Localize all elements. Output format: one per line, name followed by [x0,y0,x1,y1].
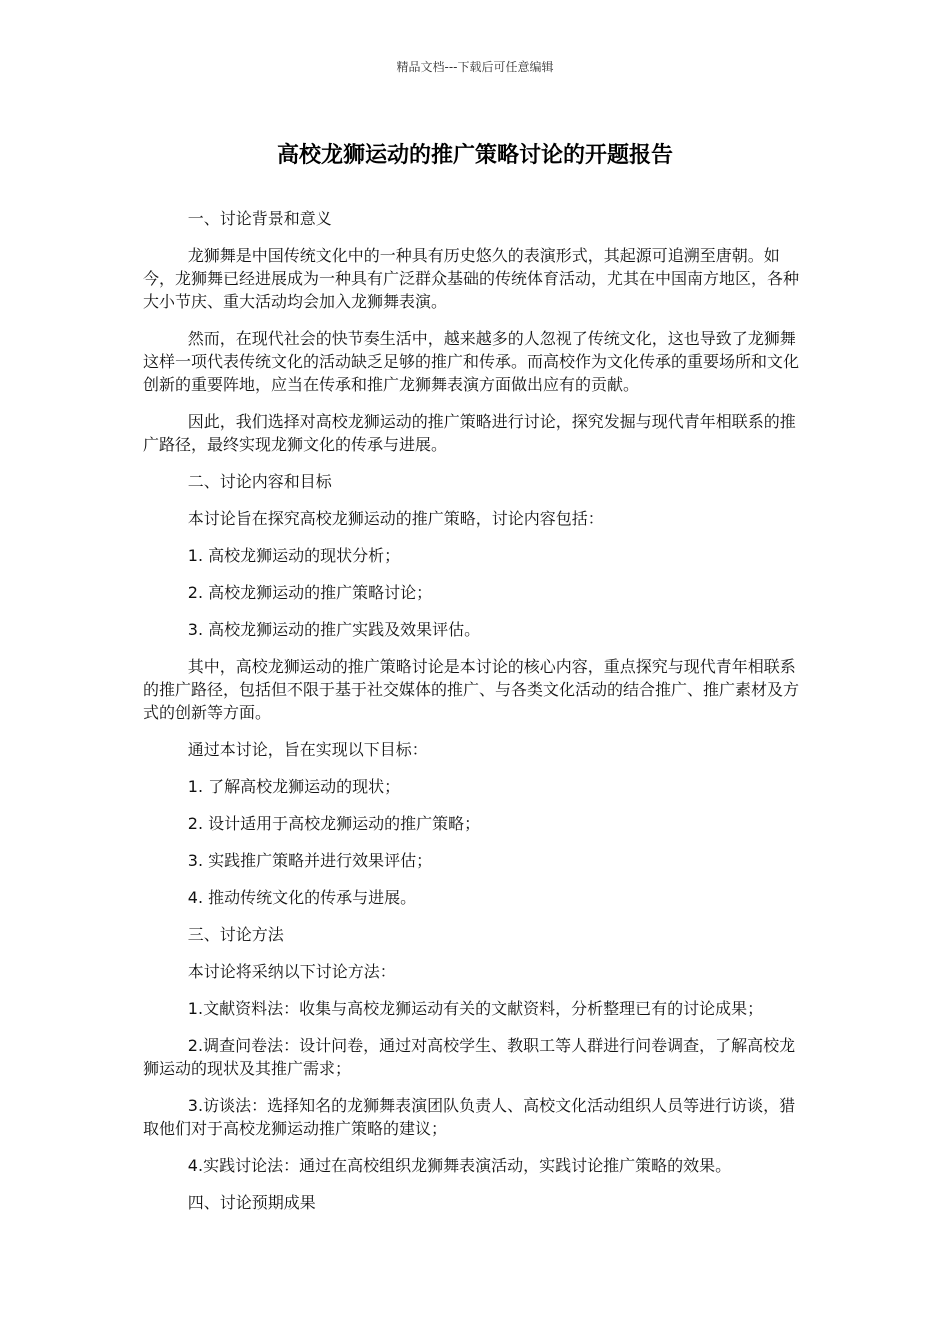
paragraph: 通过本讨论，旨在实现以下目标： [187,740,428,759]
list-item: 4. 推动传统文化的传承与进展。 [187,888,417,907]
list-item: 1. 了解高校龙狮运动的现状； [187,777,401,796]
paragraph: 因此，我们选择对高校龙狮运动的推广策略进行讨论，探究发掘与现代青年相联系的推广路径，最终实现龙狮文化的传承与进展。 [143,412,796,454]
list-item: 2. 设计适用于高校龙狮运动的推广策略； [187,814,481,833]
list-item: 2. 高校龙狮运动的推广策略讨论； [187,583,433,602]
paragraph: 其中，高校龙狮运动的推广策略讨论是本讨论的核心内容，重点探究与现代青年相联系的推广路径，包括但不限于基于社交媒体的推广、与各类文化活动的结合推广、推广素材及方式的创新等方面。 [143,657,800,722]
page-header: 精品文档---下载后可任意编辑 [396,60,554,74]
section-heading-outcomes: 四、讨论预期成果 [187,1193,316,1212]
list-item: 2.调查问卷法：设计问卷，通过对高校学生、教职工等人群进行问卷调查，了解高校龙狮运动的现状及其推广需求； [143,1036,796,1078]
paragraph: 本讨论旨在探究高校龙狮运动的推广策略，讨论内容包括： [187,509,604,528]
section-heading-methods: 三、讨论方法 [187,925,284,944]
paragraph: 然而，在现代社会的快节奏生活中，越来越多的人忽视了传统文化，这也导致了龙狮舞这样一项代表传统文化的活动缺乏足够的推广和传承。而高校作为文化传承的重要场所和文化创新的重要阵地，应当在传承和推广龙狮舞表演方面做出应有的贡献。 [143,329,800,394]
document-title: 高校龙狮运动的推广策略讨论的开题报告 [276,143,673,168]
list-item: 3.访谈法：选择知名的龙狮舞表演团队负责人、高校文化活动组织人员等进行访谈，猎取他们对于高校龙狮运动推广策略的建议； [143,1096,796,1138]
list-item: 3. 实践推广策略并进行效果评估； [187,851,433,870]
paragraph: 本讨论将采纳以下讨论方法： [187,962,396,981]
list-item: 3. 高校龙狮运动的推广实践及效果评估。 [187,620,481,639]
list-item: 1. 高校龙狮运动的现状分析； [187,546,401,565]
paragraph: 龙狮舞是中国传统文化中的一种具有历史悠久的表演形式，其起源可追溯至唐朝。如今，龙狮舞已经进展成为一种具有广泛群众基础的传统体育活动，尤其在中国南方地区，各种大小节庆、重大活动均会加入龙狮舞表演。 [143,246,800,311]
section-heading-background: 一、讨论背景和意义 [187,209,332,228]
list-item: 1.文献资料法：收集与高校龙狮运动有关的文献资料，分析整理已有的讨论成果； [187,999,764,1018]
list-item: 4.实践讨论法：通过在高校组织龙狮舞表演活动，实践讨论推广策略的效果。 [187,1156,732,1175]
document-body [143,207,808,1228]
section-heading-content: 二、讨论内容和目标 [187,472,332,491]
